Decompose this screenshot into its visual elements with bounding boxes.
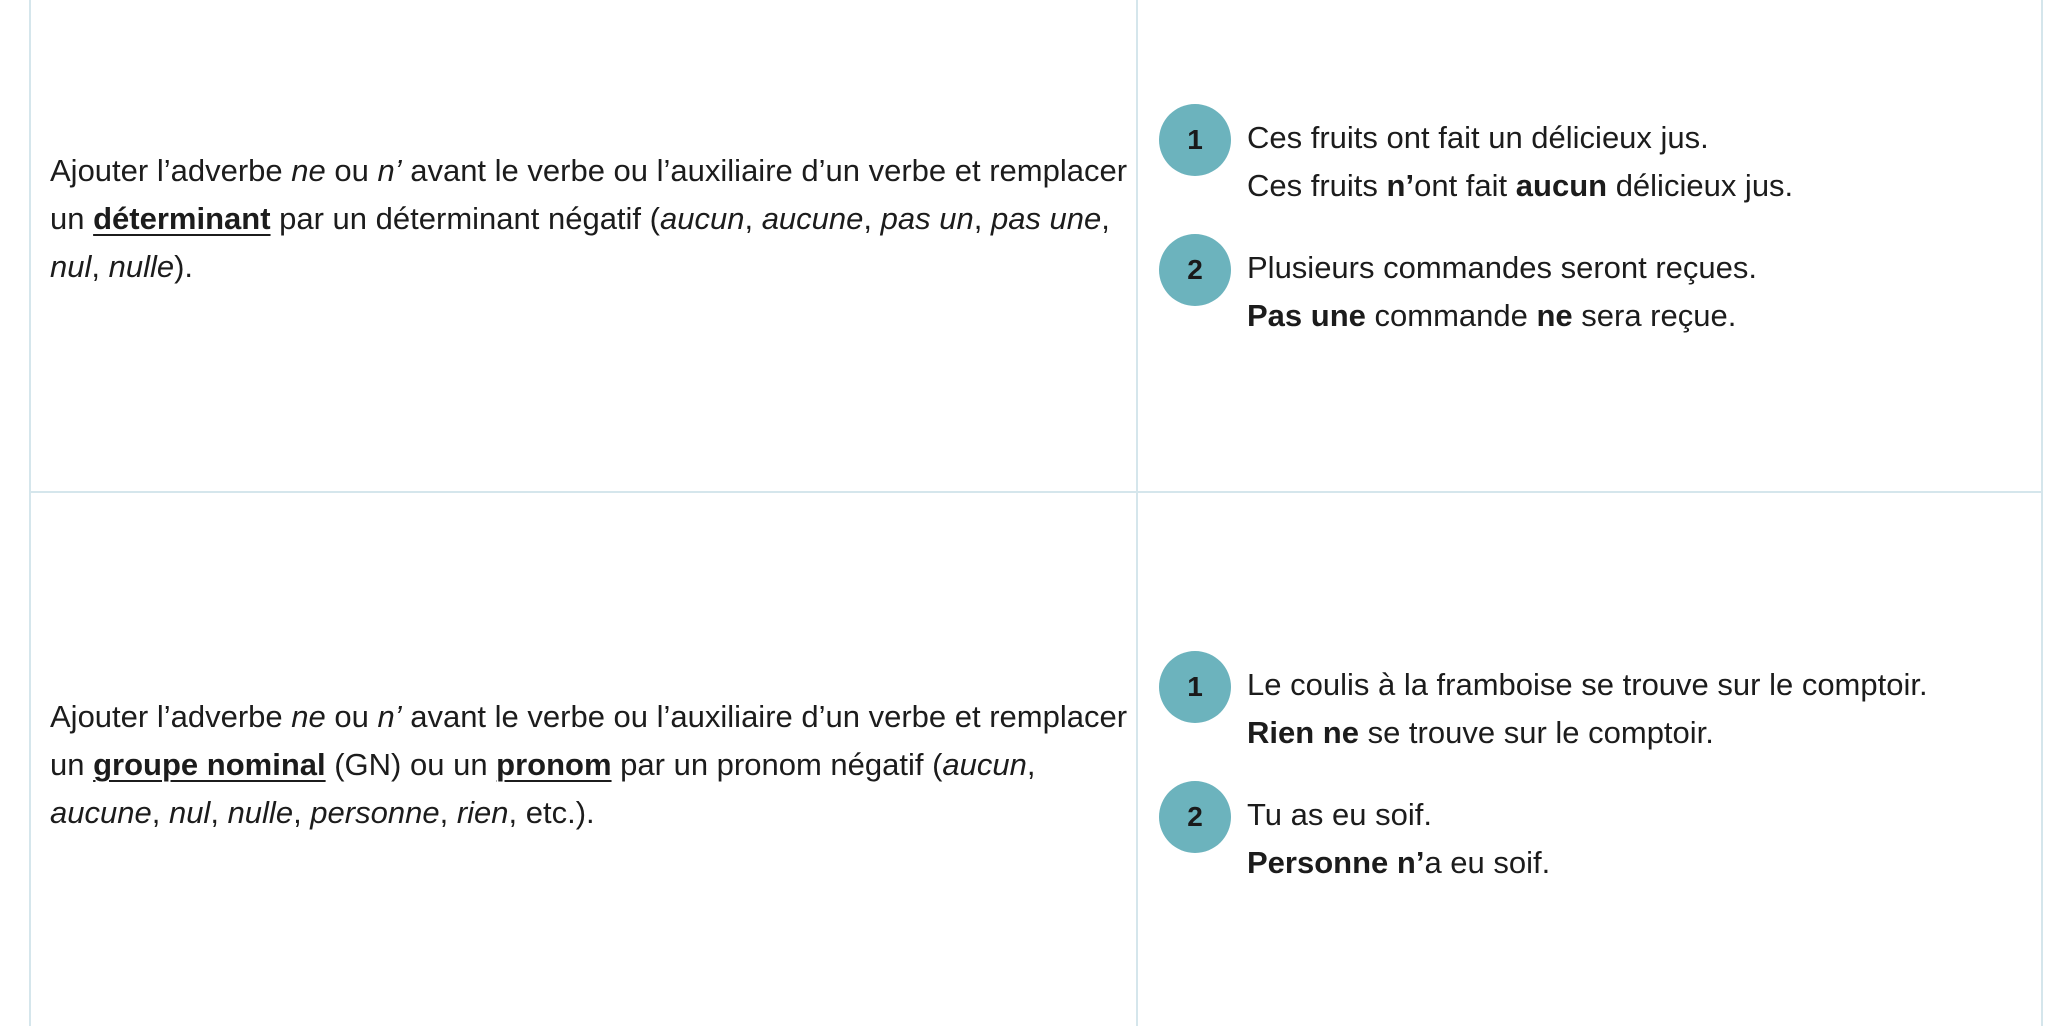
term-groupe-nominal: groupe nominal — [93, 747, 326, 782]
examples-cell — [1159, 114, 2039, 374]
examples-cell — [1159, 661, 2039, 921]
rules-table — [29, 0, 2043, 1026]
example-negative-sentence: Ces fruits n’ont fait aucun délicieux jus. — [1247, 168, 1794, 203]
rule-text: Ajouter l’adverbe ne ou n’ avant le verbe ou l’auxiliaire d’un verbe et remplacer un groupe nominal (GN) ou un pronom par un pronom négatif (aucun, aucune, nul, nulle, personne, rien, etc.). — [50, 699, 1128, 830]
example-negative-sentence: Personne n’a eu soif. — [1247, 845, 1551, 880]
rule-text: Ajouter l’adverbe ne ou n’ avant le verbe ou l’auxiliaire d’un verbe et remplacer un déterminant par un déterminant négatif (aucun, aucune, pas un, pas une, nul, nulle). — [50, 153, 1128, 284]
example-sentence: Ces fruits ont fait un délicieux jus. — [1247, 120, 1709, 155]
term-determinant: déterminant — [93, 201, 271, 236]
example-number-badge: 2 — [1159, 781, 1231, 853]
example-item — [1159, 661, 2039, 750]
term-pronom: pronom — [496, 747, 612, 782]
example-item — [1159, 244, 2039, 333]
example-negative-sentence: Rien ne se trouve sur le comptoir. — [1247, 715, 1714, 750]
example-sentence: Plusieurs commandes seront reçues. — [1247, 250, 1758, 285]
example-negative-sentence: Pas une commande ne sera reçue. — [1247, 298, 1737, 333]
example-number-badge: 2 — [1159, 234, 1231, 306]
example-item — [1159, 114, 2039, 203]
example-number-badge: 1 — [1159, 651, 1231, 723]
table-row — [29, 0, 2043, 491]
table-row — [29, 493, 2043, 1026]
example-sentence: Le coulis à la framboise se trouve sur le comptoir. — [1247, 667, 1928, 702]
example-number-badge: 1 — [1159, 104, 1231, 176]
example-sentence: Tu as eu soif. — [1247, 797, 1432, 832]
example-item — [1159, 791, 2039, 880]
